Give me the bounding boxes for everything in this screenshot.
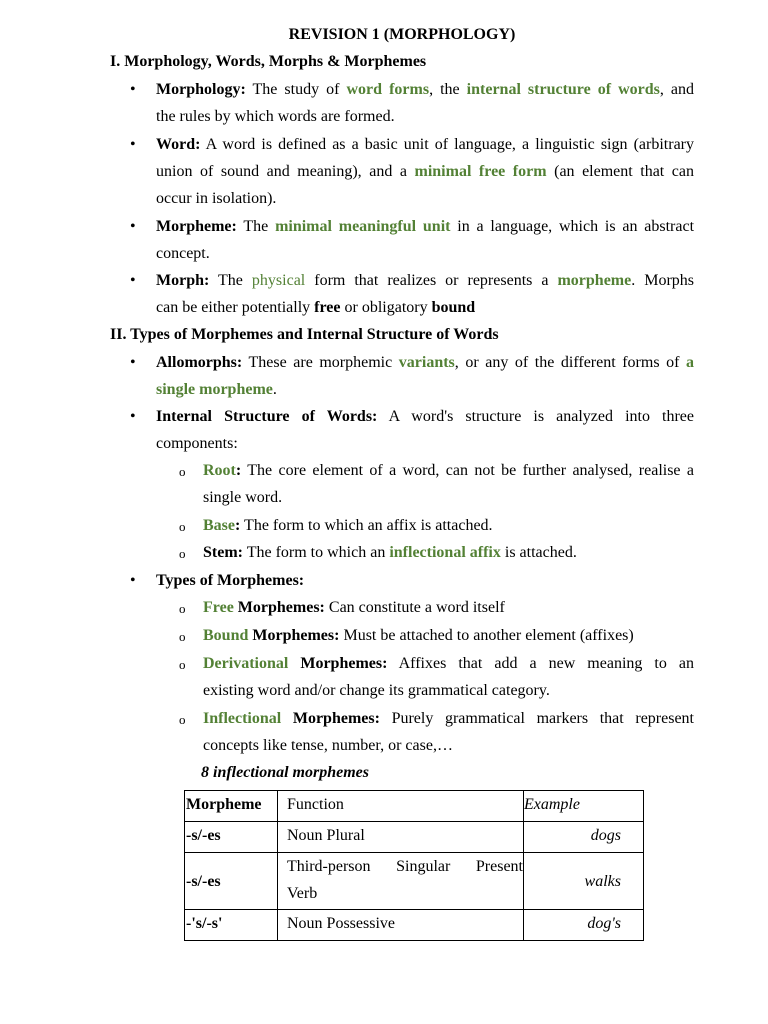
bullet-icon: • — [130, 408, 136, 425]
text-span: Must be attached to another element (affixes) — [339, 627, 634, 644]
highlight-term: word forms — [346, 81, 430, 98]
term-label: Morphology: — [156, 81, 246, 98]
bullet-icon: • — [130, 218, 136, 235]
table-cell: walks — [524, 853, 644, 910]
circle-bullet-icon: o — [179, 519, 186, 534]
sublist-item-root — [203, 457, 694, 511]
term-label: Word: — [156, 136, 201, 153]
table-cell — [278, 853, 524, 910]
table-cell: dog's — [524, 910, 644, 941]
term-label: Morpheme: — [156, 218, 237, 235]
text-line: components: — [156, 435, 238, 452]
highlight-term: Free — [203, 599, 234, 616]
table-cell: dogs — [524, 822, 644, 853]
bold-term: : — [235, 462, 242, 479]
list-item-morphology — [156, 76, 694, 130]
bold-term: : — [235, 517, 241, 534]
text-line: concept. — [156, 245, 210, 262]
sublist-item-free — [203, 594, 694, 621]
table-header-cell: Function — [278, 791, 524, 822]
highlight-term: inflectional affix — [389, 544, 501, 561]
highlight-term: Inflectional — [203, 710, 282, 727]
table-cell: Noun Plural — [278, 822, 524, 853]
text-span: is attached. — [500, 544, 577, 561]
circle-bullet-icon: o — [179, 657, 186, 672]
bold-term: Morphemes: — [233, 599, 325, 616]
bold-term: Morphemes: — [248, 627, 340, 644]
highlight-term: a — [686, 354, 694, 371]
cell-line: Third-person Singular Present — [287, 858, 523, 875]
text-span: The — [209, 272, 252, 289]
list-item-morpheme — [156, 213, 694, 267]
sublist-item-inflectional — [203, 705, 694, 759]
bold-term: free — [314, 299, 341, 316]
text-line: occur in isolation). — [156, 190, 277, 207]
text-line: existing word and/or change its grammatical category. — [203, 682, 550, 699]
text-span: can be either potentially — [156, 299, 315, 316]
sublist-item-bound — [203, 622, 694, 649]
table-cell: -s/-es — [185, 853, 278, 910]
text-span: Can constitute a word itself — [324, 599, 505, 616]
text-span: in a language, which is an abstract — [450, 218, 695, 235]
text-span: , or any of the different forms of — [454, 354, 686, 371]
text-span: These are morphemic — [242, 354, 399, 371]
text-span: The — [236, 218, 276, 235]
text-line: concepts like tense, number, or case,… — [203, 737, 453, 754]
bullet-icon: • — [130, 572, 136, 589]
text-line: single word. — [203, 489, 283, 506]
table-row — [185, 910, 644, 941]
highlight-term: morpheme — [557, 272, 632, 289]
text-span: , and — [659, 81, 695, 98]
bold-term: Morphemes: — [288, 655, 388, 672]
table-row — [185, 853, 644, 910]
term-label: Allomorphs: — [156, 354, 243, 371]
highlight-term: internal structure of words — [466, 81, 660, 98]
bullet-icon: • — [130, 354, 136, 371]
circle-bullet-icon: o — [179, 712, 186, 727]
bold-term: bound — [431, 299, 476, 316]
highlight-term: variants — [398, 354, 455, 371]
highlight-term: minimal free form — [414, 163, 547, 180]
table-cell: -'s/-s' — [185, 910, 278, 941]
table-cell: -s/-es — [185, 822, 278, 853]
sublist-item-base — [203, 512, 694, 539]
text-span: The form to which an affix is attached. — [240, 517, 493, 534]
table-header-row — [185, 791, 644, 822]
section-heading-2: II. Types of Morphemes and Internal Structure of Words — [110, 326, 499, 343]
highlight-term: minimal meaningful unit — [275, 218, 451, 235]
bullet-icon: • — [130, 136, 136, 153]
list-item-word — [156, 131, 694, 212]
term-label: Morph: — [156, 272, 210, 289]
circle-bullet-icon: o — [179, 629, 186, 644]
highlight-term: Base — [203, 517, 235, 534]
circle-bullet-icon: o — [179, 546, 186, 561]
inflectional-morphemes-table — [184, 790, 644, 941]
text-span: . Morphs — [631, 272, 695, 289]
text-span: The core element of a word, can not be further analysed, realise a — [241, 462, 694, 479]
term-label: Stem: — [203, 544, 243, 561]
highlight-term: Bound — [203, 627, 249, 644]
sublist-item-derivational — [203, 650, 694, 704]
text-span: (an element that can — [546, 163, 694, 180]
table-cell: Noun Possessive — [278, 910, 524, 941]
section-heading-1: I. Morphology, Words, Morphs & Morphemes — [110, 53, 427, 70]
text-span: or obligatory — [340, 299, 432, 316]
table-header-cell: Morpheme — [185, 791, 278, 822]
cell-line: Verb — [287, 885, 318, 902]
list-item-internal-structure — [156, 403, 694, 457]
text-span: . — [272, 381, 277, 398]
list-item-types — [156, 567, 694, 594]
highlight-term: Root — [203, 462, 236, 479]
circle-bullet-icon: o — [179, 601, 186, 616]
highlight-term: single morpheme — [156, 381, 273, 398]
text-span: Purely grammatical markers that represent — [379, 710, 694, 727]
bold-term: Morphemes: — [281, 710, 380, 727]
list-item-morph — [156, 267, 694, 321]
text-span: The form to which an — [242, 544, 390, 561]
highlight-term: physical — [251, 272, 306, 289]
page-title: REVISION 1 (MORPHOLOGY) — [288, 26, 516, 43]
text-span: union of sound and meaning), and a — [156, 163, 415, 180]
term-label: Types of Morphemes: — [156, 572, 305, 589]
text-span: The study of — [245, 81, 347, 98]
text-span: A word's structure is analyzed into three — [377, 408, 694, 425]
term-label: Internal Structure of Words: — [156, 408, 378, 425]
highlight-term: Derivational — [203, 655, 289, 672]
bullet-icon: • — [130, 81, 136, 98]
sublist-item-stem — [203, 539, 694, 566]
text-line: the rules by which words are formed. — [156, 108, 395, 125]
text-span: , the — [429, 81, 467, 98]
table-row — [185, 822, 644, 853]
table-header-cell: Example — [524, 791, 644, 822]
bullet-icon: • — [130, 272, 136, 289]
text-span: form that realizes or represents a — [305, 272, 558, 289]
text-span: A word is defined as a basic unit of language, a linguistic sign (arbitrary — [200, 136, 694, 153]
text-span: Affixes that add a new meaning to an — [387, 655, 694, 672]
table-caption: 8 inflectional morphemes — [201, 764, 369, 781]
circle-bullet-icon: o — [179, 464, 186, 479]
list-item-allomorphs — [156, 349, 694, 403]
